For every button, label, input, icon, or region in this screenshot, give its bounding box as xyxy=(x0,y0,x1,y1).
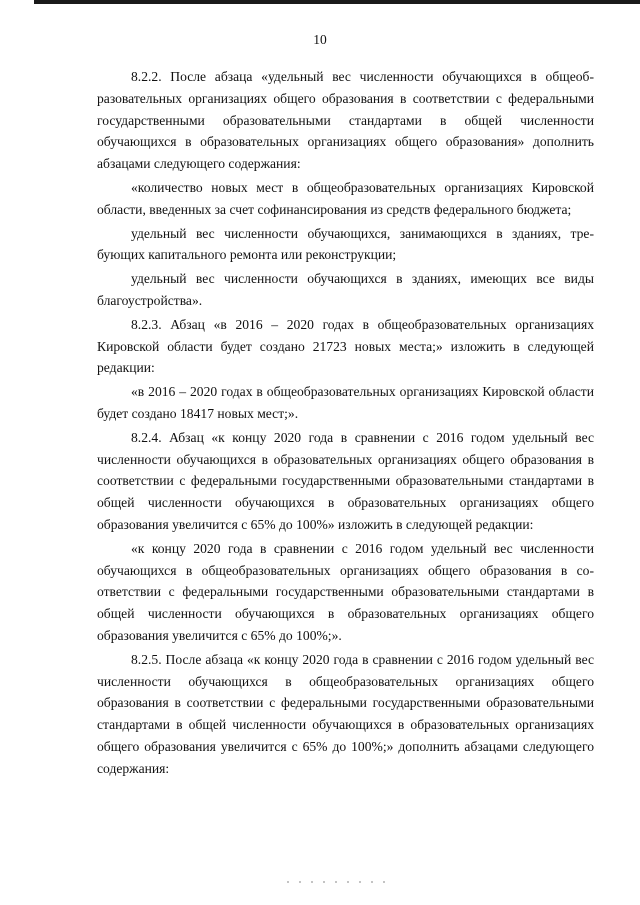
paragraph-repair-buildings: удельный вес численности обучающихся, занимающихся в зданиях, требующих капитального ремонта или реконструкции; xyxy=(97,225,594,263)
scan-artifact xyxy=(282,880,392,884)
paragraph-8-2-3: 8.2.3. Абзац «в 2016 – 2020 годах в общеобразовательных организациях Кировской области будет создано 21723 новых места;» изложить в следующей редакции: xyxy=(97,316,594,376)
scan-top-edge xyxy=(34,0,640,4)
paragraph-share-edition: «к концу 2020 года в сравнении с 2016 годом удельный вес численности обучающихся в общеобразовательных организациях общего образования в соответствии с федеральными государственными образовательными стандартами в общей численности обучающихся в образовательных организациях общего образования увеличится с 65% до 100%;». xyxy=(97,540,594,643)
paragraph-8-2-5: 8.2.5. После абзаца «к концу 2020 года в сравнении с 2016 годом удельный вес численности обучающихся в общеобразовательных организациях общего образования в соответствии с федеральными государственными образовательными стандартами в общей численности обучающихся в образовательных организациях общего образования увеличится с 65% до 100%;» дополнить абзацами следующего содержания: xyxy=(97,651,594,776)
page-number: 10 xyxy=(313,32,327,47)
paragraph-new-places-quote: «количество новых мест в общеобразовательных организациях Кировской области, введенных за счет софинансирования из средств федерального бюджета; xyxy=(97,179,594,217)
paragraph-8-2-4: 8.2.4. Абзац «к концу 2020 года в сравнении с 2016 годом удельный вес численности обучающихся в образовательных организациях общего образования в соответствии с федеральными государственными образовательными стандартами в общей численности обучающихся в образовательных организациях общего образования увеличится с 65% до 100%» изложить в следующей редакции: xyxy=(97,429,594,532)
paragraph-8-2-2: 8.2.2. После абзаца «удельный вес численности обучающихся в общеобразовательных организациях общего образования в соответствии с федеральными государственными образовательными стандартами в общей численности обучающихся в образовательных организациях общего образования» дополнить абзацами следующего содержания: xyxy=(97,69,594,172)
paragraph-new-places-edition: «в 2016 – 2020 годах в общеобразовательных организациях Кировской области будет создано 18417 новых мест;». xyxy=(97,384,594,421)
paragraph-amenities: удельный вес численности обучающихся в зданиях, имеющих все виды благоустройства». xyxy=(97,271,594,308)
document-body xyxy=(97,66,594,782)
